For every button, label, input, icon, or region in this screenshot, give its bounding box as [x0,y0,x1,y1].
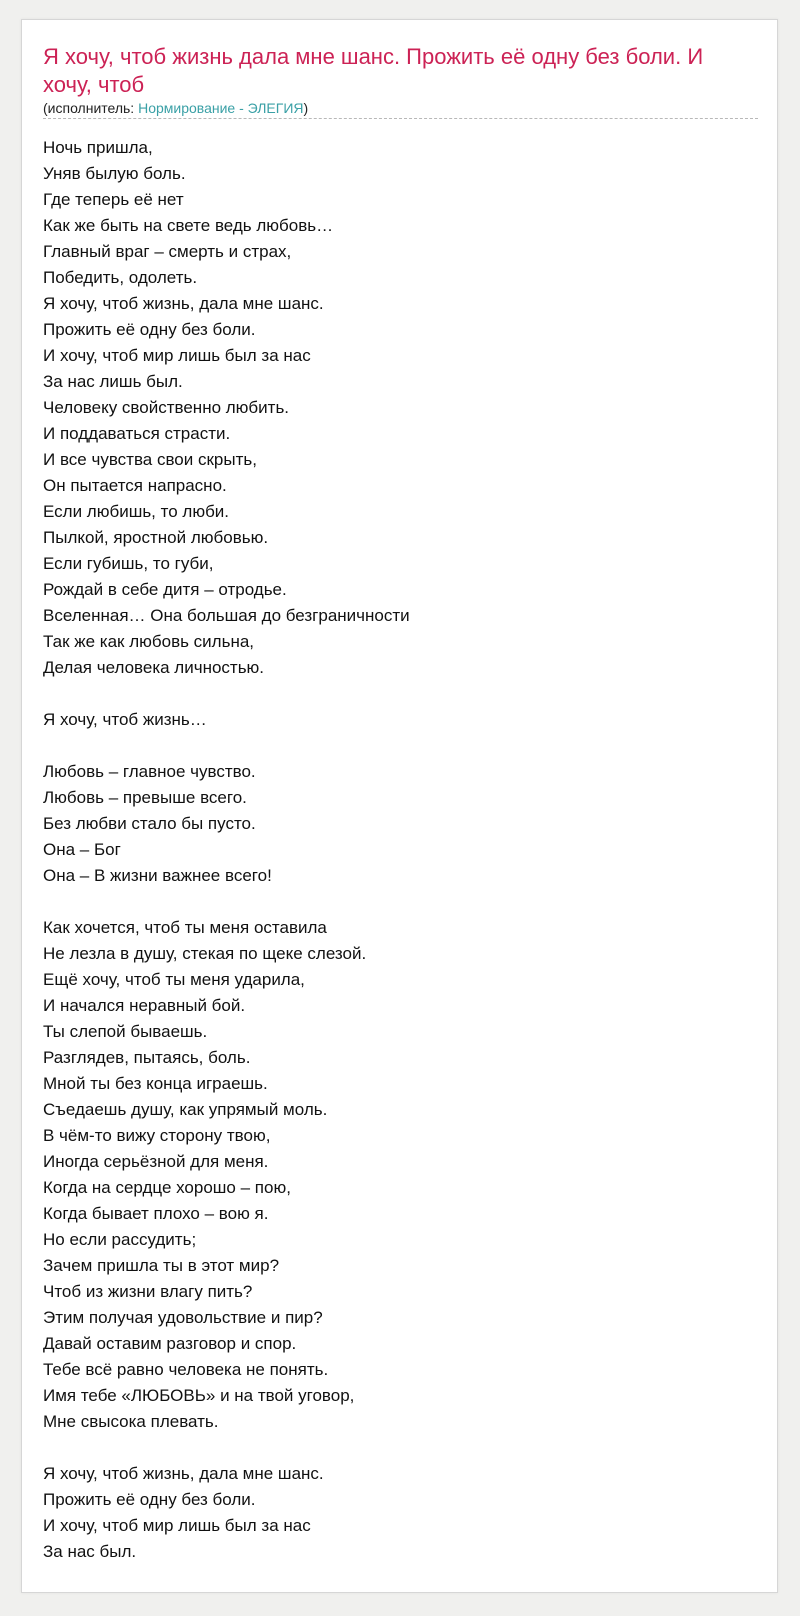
lyric-line: За нас лишь был. [43,372,183,391]
lyric-line: Но если рассудить; [43,1230,197,1249]
lyric-line: Ночь пришла, [43,138,153,157]
lyric-line: Я хочу, чтоб жизнь, дала мне шанс. [43,1464,324,1483]
lyric-line: Вселенная… Она большая до безграничности [43,606,410,625]
lyric-line: Разглядев, пытаясь, боль. [43,1048,251,1067]
lyric-line: Чтоб из жизни влагу пить? [43,1282,253,1301]
lyric-line: Победить, одолеть. [43,268,198,287]
lyric-line: Делая человека личностью. [43,658,265,677]
lyric-line: Если губишь, то губи, [43,554,214,573]
lyric-line: Человеку свойственно любить. [43,398,290,417]
lyric-line: Пылкой, яростной любовью. [43,528,269,547]
lyric-line: И начался неравный бой. [43,996,246,1015]
lyric-line: За нас был. [43,1542,137,1561]
lyric-line: Без любви стало бы пусто. [43,814,256,833]
lyric-line: Имя тебе «ЛЮБОВЬ» и на твой уговор, [43,1386,355,1405]
lyric-line: Съедаешь душу, как упрямый моль. [43,1100,328,1119]
lyric-line: И все чувства свои скрыть, [43,450,257,469]
lyric-line: Тебе всё равно человека не понять. [43,1360,329,1379]
lyric-line: Я хочу, чтоб жизнь… [43,710,207,729]
performer-line [43,99,758,119]
lyric-line: Она – В жизни важнее всего! [43,866,272,885]
lyric-blank-line [43,681,758,707]
lyric-line: Когда на сердце хорошо – пою, [43,1178,291,1197]
lyric-line: Уняв былую боль. [43,164,186,183]
lyric-line: Так же как любовь сильна, [43,632,255,651]
lyric-line: Мной ты без конца играешь. [43,1074,268,1093]
lyric-line: И хочу, чтоб мир лишь был за нас [43,346,311,365]
lyric-line: Этим получая удовольствие и пир? [43,1308,323,1327]
lyric-blank-line [43,733,758,759]
lyric-line: Зачем пришла ты в этот мир? [43,1256,280,1275]
lyric-line: Прожить её одну без боли. [43,320,256,339]
lyric-blank-line [43,1435,758,1461]
lyric-line: Если любишь, то люби. [43,502,230,521]
lyric-line: Он пытается напрасно. [43,476,227,495]
lyric-line: Рождай в себе дитя – отродье. [43,580,287,599]
lyric-line: И хочу, чтоб мир лишь был за нас [43,1516,311,1535]
lyric-line: Ещё хочу, чтоб ты меня ударила, [43,970,305,989]
performer-prefix: (исполнитель: [43,100,139,116]
lyric-line: Как же быть на свете ведь любовь… [43,216,334,235]
lyrics-card [21,19,778,1593]
lyric-line: Как хочется, чтоб ты меня оставила [43,918,327,937]
performer-link[interactable]: Нормирование - ЭЛЕГИЯ [138,100,304,116]
lyric-line: Не лезла в душу, стекая по щеке слезой. [43,944,367,963]
lyrics-content [43,43,758,1565]
lyric-line: Любовь – превыше всего. [43,788,247,807]
lyric-line: В чём-то вижу сторону твою, [43,1126,271,1145]
lyric-line: Прожить её одну без боли. [43,1490,256,1509]
lyric-line: Главный враг – смерть и страх, [43,242,292,261]
lyric-line: Иногда серьёзной для меня. [43,1152,269,1171]
lyric-line: Я хочу, чтоб жизнь, дала мне шанс. [43,294,324,313]
lyric-line: Она – Бог [43,840,121,859]
lyric-line: Когда бывает плохо – вою я. [43,1204,269,1223]
song-title: Я хочу, чтоб жизнь дала мне шанс. Прожить её одну без боли. И хочу, чтоб [43,44,704,97]
lyric-line: И поддаваться страсти. [43,424,231,443]
lyric-line: Мне свысока плевать. [43,1412,219,1431]
lyric-line: Где теперь её нет [43,190,184,209]
lyrics-text [43,135,758,1565]
lyric-line: Давай оставим разговор и спор. [43,1334,297,1353]
lyric-line: Любовь – главное чувство. [43,762,256,781]
lyric-line: Ты слепой бываешь. [43,1022,208,1041]
performer-suffix: ) [303,100,309,116]
lyric-blank-line [43,889,758,915]
